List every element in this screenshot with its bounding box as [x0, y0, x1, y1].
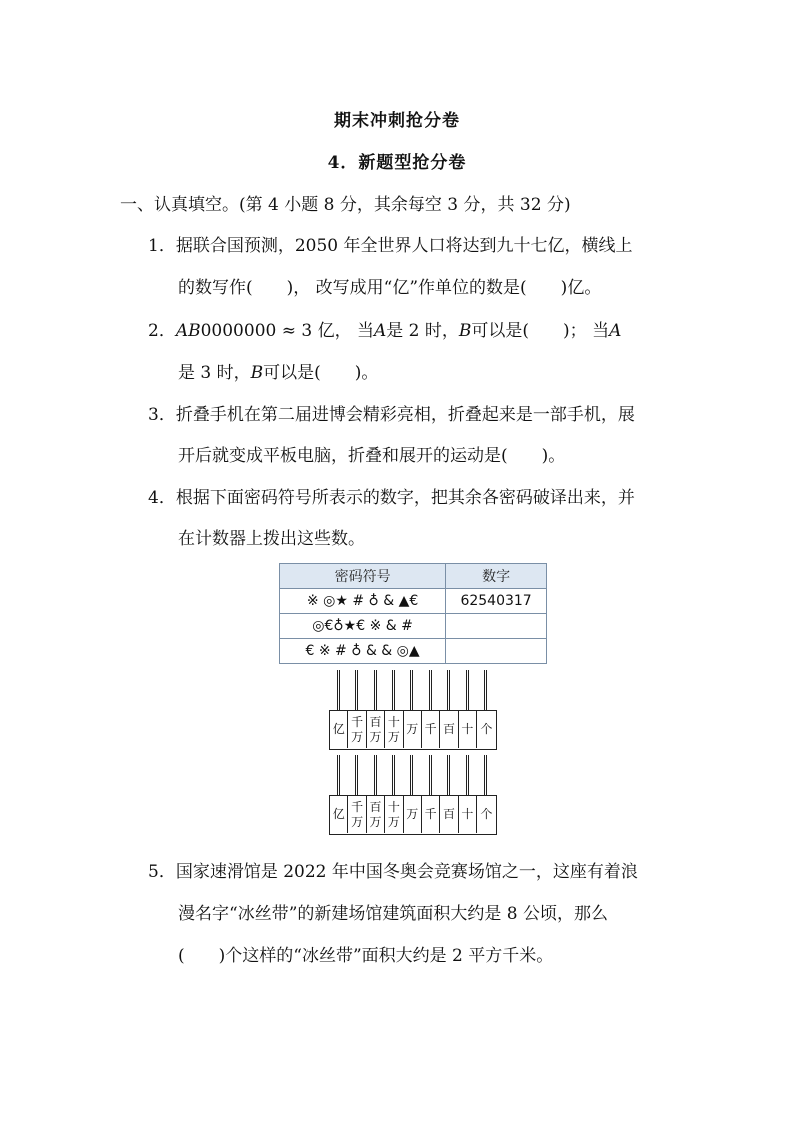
question-5-line-2: 漫名字“冰丝带”的新建场馆建筑面积大约是 8 公顷，那么	[178, 904, 609, 924]
question-1-line-1: 1．据联合国预测，2050 年全世界人口将达到九十七亿，横线上	[148, 236, 633, 256]
place-label: 亿	[330, 711, 348, 748]
place-label: 千	[422, 796, 440, 833]
table-cell-symbols: € ※ # ♁ & & ◎▲	[280, 639, 446, 664]
place-label: 百万	[367, 796, 385, 833]
abacus-place-labels	[329, 795, 497, 835]
abacus-rod[interactable]	[392, 670, 395, 710]
question-1-line-2: 的数写作( )， 改写成用“亿”作单位的数是( )亿。	[178, 278, 602, 298]
abacus-rod[interactable]	[429, 670, 432, 710]
place-label: 百	[440, 711, 458, 748]
abacus-rod[interactable]	[337, 755, 340, 795]
table-cell-symbols: ※ ◎★ # ♁ & ▲€	[280, 589, 446, 614]
place-label: 万	[404, 711, 422, 748]
abacus-rod[interactable]	[410, 670, 413, 710]
place-label: 个	[480, 722, 493, 736]
table-cell-number-blank[interactable]	[446, 639, 547, 664]
abacus-rod[interactable]	[447, 755, 450, 795]
table-cell-number: 62540317	[446, 589, 547, 614]
abacus-rods	[329, 670, 495, 710]
abacus-rod[interactable]	[466, 755, 469, 795]
table-row	[280, 589, 547, 614]
place-label: 百	[440, 796, 458, 833]
section-heading: 一、认真填空。(第 4 小题 8 分，其余每空 3 分，共 32 分)	[120, 195, 571, 215]
abacus-rod[interactable]	[484, 670, 487, 710]
abacus-rod[interactable]	[429, 755, 432, 795]
question-5-line-3: ( )个这样的“冰丝带”面积大约是 2 平方千米。	[178, 946, 554, 966]
table-header-number: 数字	[446, 564, 547, 589]
question-2-line-1: 2．AB0000000 ≈ 3 亿， 当A是 2 时，B可以是( )； 当A	[148, 321, 622, 341]
place-label: 十	[459, 796, 477, 833]
abacus-rod[interactable]	[337, 670, 340, 710]
abacus-rod[interactable]	[374, 670, 377, 710]
cipher-table	[279, 563, 547, 664]
place-label: 千万	[348, 711, 366, 748]
abacus-rod[interactable]	[355, 670, 358, 710]
place-label: 百万	[367, 711, 385, 748]
abacus-rod[interactable]	[410, 755, 413, 795]
table-row	[280, 614, 547, 639]
abacus-rod[interactable]	[466, 670, 469, 710]
table-cell-number-blank[interactable]	[446, 614, 547, 639]
abacus-rod[interactable]	[355, 755, 358, 795]
abacus-rod[interactable]	[392, 755, 395, 795]
table-header-symbols: 密码符号	[280, 564, 446, 589]
question-3-line-2: 开后就变成平板电脑，折叠和展开的运动是( )。	[178, 446, 566, 466]
place-label: 十万	[385, 796, 403, 833]
place-label: 亿	[330, 796, 348, 833]
place-label: 十	[459, 711, 477, 748]
table-row	[280, 639, 547, 664]
place-label: 万	[404, 796, 422, 833]
place-label: 个	[480, 807, 493, 821]
question-2-line-2: 是 3 时，B可以是( )。	[178, 363, 379, 383]
question-4-line-2: 在计数器上拨出这些数。	[178, 529, 365, 549]
page-subtitle: 4．新题型抢分卷	[327, 153, 467, 173]
question-3-line-1: 3．折叠手机在第二届进博会精彩亮相，折叠起来是一部手机，展	[148, 405, 635, 425]
abacus-place-labels	[329, 710, 497, 750]
abacus-rod[interactable]	[447, 670, 450, 710]
question-5-line-1: 5．国家速滑馆是 2022 年中国冬奥会竞赛场馆之一，这座有着浪	[148, 862, 638, 882]
abacus-rod[interactable]	[374, 755, 377, 795]
abacus-rod[interactable]	[484, 755, 487, 795]
question-4-line-1: 4．根据下面密码符号所表示的数字，把其余各密码破译出来，并	[148, 488, 635, 508]
table-cell-symbols: ◎€♁★€ ※ & #	[280, 614, 446, 639]
place-label: 千	[422, 711, 440, 748]
abacus-rods	[329, 755, 495, 795]
place-label: 千万	[348, 796, 366, 833]
place-label: 十万	[385, 711, 403, 748]
page-title: 期末冲刺抢分卷	[334, 111, 460, 131]
